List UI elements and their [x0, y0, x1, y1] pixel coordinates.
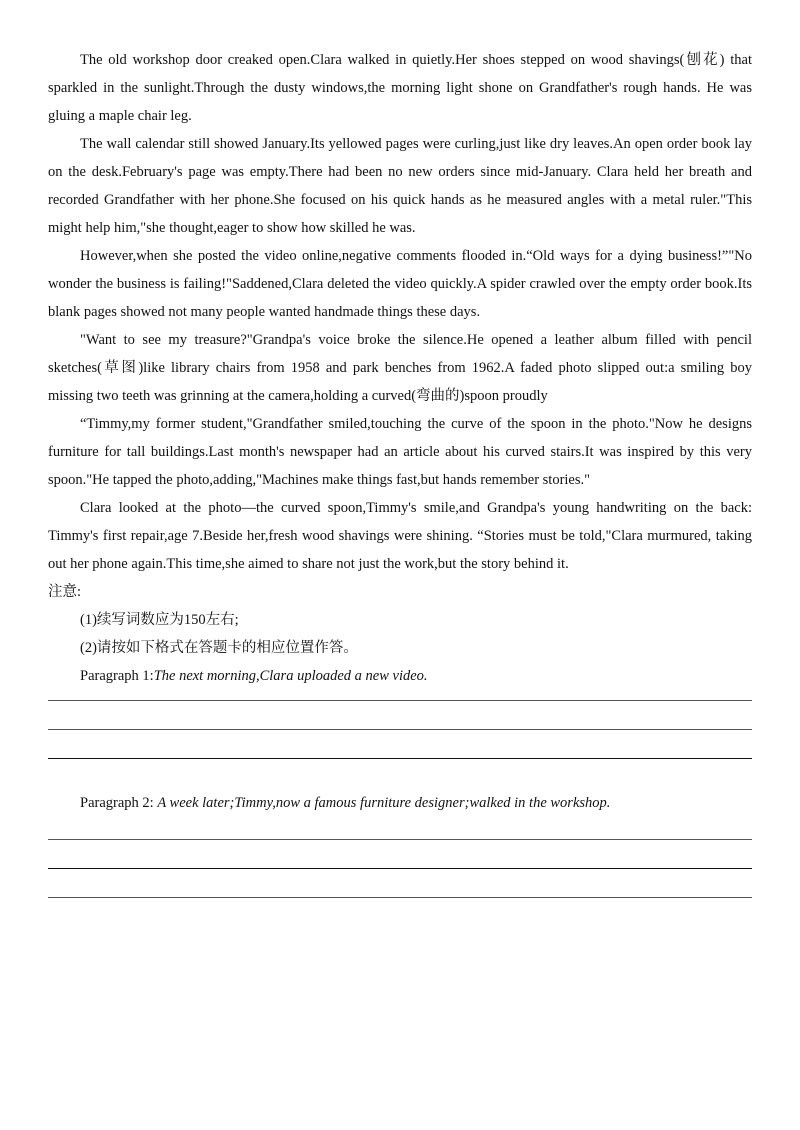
paragraph-2-lead-sentence: A week later;Timmy,now a famous furniture designer;walked in the workshop.	[157, 795, 611, 811]
document-page	[48, 46, 752, 898]
paragraph-2-label: Paragraph 2:	[80, 795, 158, 811]
note-item-word-count: (1)续写词数应为150左右;	[80, 612, 239, 628]
paragraph-1-label: Paragraph 1:	[80, 668, 154, 684]
paragraph-2-prompt	[48, 789, 752, 817]
story-paragraph-2: The wall calendar still showed January.Its yellowed pages were curling,just like dry leaves.An open order book lay on the desk.February's page was empty.There had been no new orders since mid-January. Clara held her breath and recorded Grandfather with her phone.She focused on his quick hands as he measured angles with a metal ruler."This might help him,"she thought,eager to show how skilled he was.	[48, 136, 752, 236]
story-paragraph-6: Clara looked at the photo—the curved spoon,Timmy's smile,and Grandpa's young handwriting on the back: Timmy's first repair,age 7.Beside her,fresh wood shavings were shining. “Stories must be told,"Clara murmured, taking out her phone again.This time,she aimed to share not just the work,but the story behind it.	[48, 500, 752, 572]
note-item-format: (2)请按如下格式在答题卡的相应位置作答。	[80, 640, 358, 656]
story-paragraph-3: However,when she posted the video online,negative comments flooded in.“Old ways for a dying business!”"No wonder the business is failing!"Saddened,Clara deleted the video quickly.A spider crawled over the empty order book.Its blank pages showed not many people wanted handmade things these days.	[48, 248, 752, 320]
story-paragraph-5: “Timmy,my former student,"Grandfather smiled,touching the curve of the spoon in the photo."Now he designs furniture for tall buildings.Last month's newspaper had an article about his curved stairs.It was inspired by this very spoon."He tapped the photo,adding,"Machines make things fast,but hands remember stories."	[48, 416, 752, 488]
notes-heading: 注意:	[48, 584, 82, 600]
paragraph-1-lead-sentence: The next morning,Clara uploaded a new video.	[153, 668, 428, 684]
story-paragraph-4: "Want to see my treasure?"Grandpa's voice broke the silence.He opened a leather album filled with pencil sketches(草图)like library chairs from 1958 and park benches from 1962.A faded photo slipped out:a smiling boy missing two teeth was grinning at the camera,holding a curved(弯曲的)spoon proudly	[48, 332, 752, 404]
answer-line	[48, 897, 752, 898]
paragraph-1-prompt	[48, 662, 752, 690]
story-paragraph-1: The old workshop door creaked open.Clara walked in quietly.Her shoes stepped on wood shavings(刨花) that sparkled in the sunlight.Through the dusty windows,the morning light shone on Grandfather's rough hands. He was gluing a maple chair leg.	[48, 52, 752, 124]
